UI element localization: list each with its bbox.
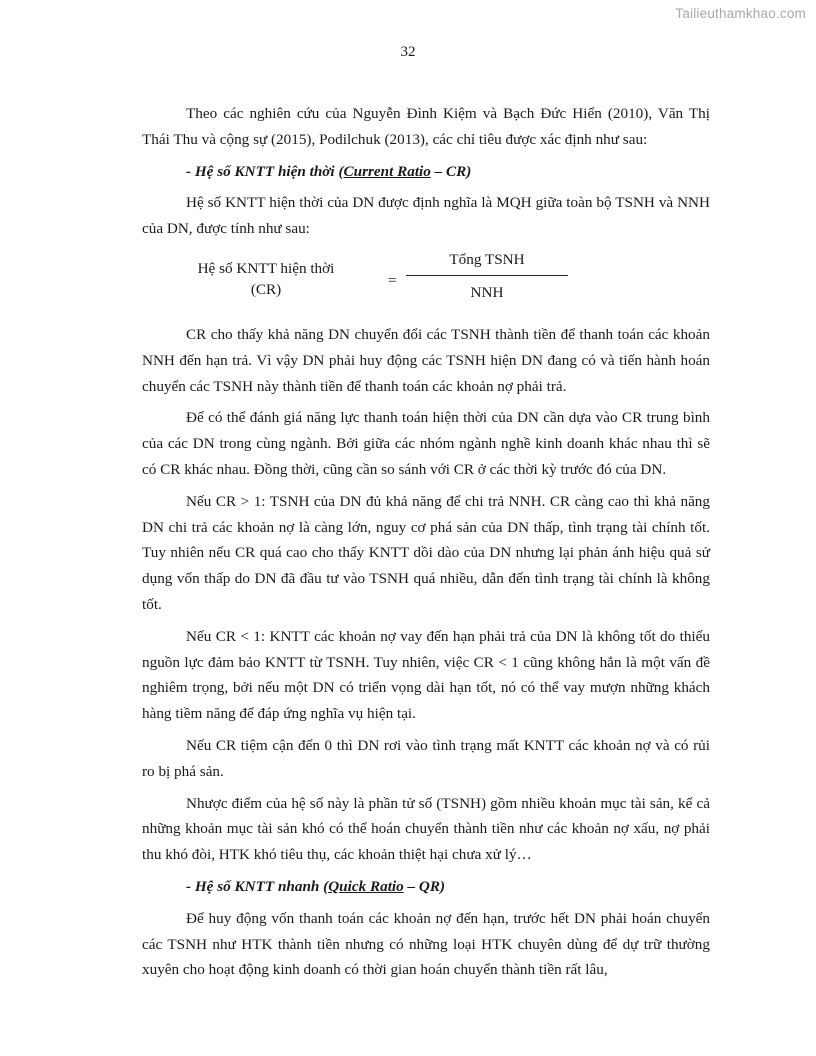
paragraph: Nếu CR tiệm cận đến 0 thì DN rơi vào tình trạng mất KNTT các khoản nợ và có rủi ro bị phá sản. xyxy=(142,736,710,780)
heading-quick-ratio xyxy=(142,874,710,900)
heading-qr-suffix: – QR) xyxy=(403,877,446,895)
qr-paragraph: Để huy động vốn thanh toán các khoản nợ đến hạn, trước hết DN phải hoán chuyển các TSNH như HTK thành tiền nhưng có những loại HTK chuyên dùng để dự trữ thường xuyên cho hoạt động kinh doanh có thời gian hoán chuyển thành tiền rất lâu, xyxy=(142,909,710,979)
formula-denominator: NNH xyxy=(470,283,504,301)
formula-fraction-bar xyxy=(406,275,568,276)
heading-qr-prefix: - Hệ số KNTT nhanh ( xyxy=(186,877,329,895)
formula-label xyxy=(186,258,346,300)
heading-cr-term: Current Ratio xyxy=(343,162,431,180)
cr-definition-paragraph: Hệ số KNTT hiện thời của DN được định nghĩa là MQH giữa toàn bộ TSNH và NNH của DN, được tính như sau: xyxy=(142,194,710,238)
intro-paragraph: Theo các nghiên cứu của Nguyễn Đình Kiệm và Bạch Đức Hiển (2010), Văn Thị Thái Thu và cộng sự (2015), Podilchuk (2013), các chỉ tiêu được xác định như sau: xyxy=(142,105,710,148)
heading-qr-term: Quick Ratio xyxy=(328,877,404,895)
heading-cr-suffix: – CR) xyxy=(430,162,472,180)
formula-label-line2: (CR) xyxy=(250,280,282,298)
paragraph: Nếu CR > 1: TSNH của DN đủ khả năng để chi trả NNH. CR càng cao thì khả năng DN chi trả các khoản nợ là càng lớn, nguy cơ phá sản của DN thấp, tình trạng tài chính tốt. Tuy nhiên nếu CR quá cao cho thấy KNTT dồi dào của DN nhưng lại phản ánh hiệu quả sử dụng vốn thấp do DN đã đầu tư vào TSNH quá nhiều, dẫn đến tình trạng tài chính là không tốt. xyxy=(142,492,710,613)
paragraph: Để có thể đánh giá năng lực thanh toán hiện thời của DN cần dựa vào CR trung bình của các DN trong cùng ngành. Bởi giữa các nhóm ngành nghề kinh doanh khác nhau thì sẽ có CR khác nhau. Đồng thời, cũng cần so sánh với CR ở các thời kỳ trước đó của DN. xyxy=(142,409,710,478)
paragraph: Nếu CR < 1: KNTT các khoản nợ vay đến hạn phải trả của DN là không tốt do thiếu nguồn lực đảm bảo KNTT từ TSNH. Tuy nhiên, việc CR < 1 cũng không hẳn là một vấn đề nghiêm trọng, bởi nếu một DN có triển vọng dài hạn tốt, nó có thể vay mượn những khách hàng tiềm năng để đáp ứng nghĩa vụ hiện tại. xyxy=(142,627,710,723)
cr-formula xyxy=(142,248,710,316)
formula-equals: = xyxy=(388,271,397,289)
formula-label-line1: Hệ số KNTT hiện thời xyxy=(197,259,335,277)
paragraph: CR cho thấy khả năng DN chuyển đổi các TSNH thành tiền để thanh toán các khoản NNH đến hạn trả. Vì vậy DN phải huy động các TSNH hiện DN đang có và tiến hành hoán chuyển các TSNH này thành tiền để thanh toán các khoản nợ phải trả. xyxy=(142,325,710,395)
document-body xyxy=(142,101,710,989)
formula-numerator: Tổng TSNH xyxy=(449,250,525,268)
heading-current-ratio xyxy=(142,159,710,185)
paragraph: Nhược điểm của hệ số này là phần tử số (TSNH) gồm nhiều khoản mục tài sản, kể cả những khoản mục tài sản khó có thể hoán chuyển thành tiền như các khoản nợ xấu, nợ phải thu khó đòi, HTK khó tiêu thụ, các khoản thiệt hại chưa xử lý… xyxy=(142,794,710,864)
watermark: Tailieuthamkhao.com xyxy=(675,6,806,21)
page-number: 32 xyxy=(400,44,416,60)
heading-cr-prefix: - Hệ số KNTT hiện thời ( xyxy=(186,162,344,180)
